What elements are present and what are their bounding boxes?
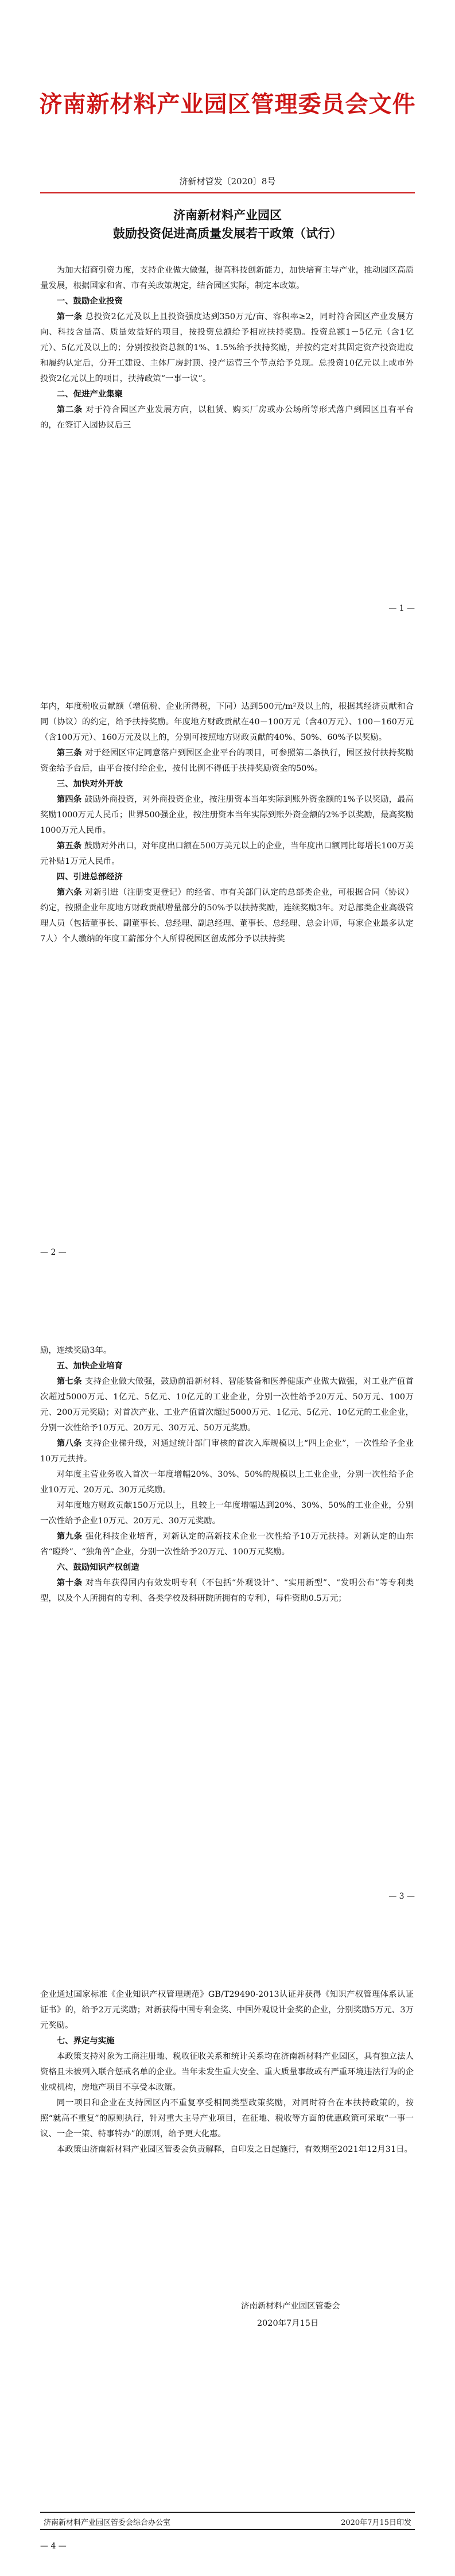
footer-rule-bottom xyxy=(40,2529,415,2530)
policy-title-line2: 鼓励投资促进高质量发展若干政策（试行） xyxy=(113,227,342,240)
page-number: — 2 — xyxy=(40,1248,67,1257)
article xyxy=(40,1436,414,1467)
document-number: 济新材管发〔2020〕8号 xyxy=(179,176,276,187)
article xyxy=(40,746,414,777)
page-3 xyxy=(0,1288,455,1932)
issuer-office: 济南新材料产业园区管委会综合办公室 xyxy=(44,2519,171,2527)
article xyxy=(40,1576,414,1607)
article-paragraph: 对年度主营业务收入首次一年度增幅20%、30%、50%的规模以上工业企业，分别一次性给予企业10万元、20万元、30万元奖励。 xyxy=(40,1470,414,1495)
article-text: 鼓励外商投资，对外商投资企业，按注册资本当年实际到账外资金额的1%予以奖励，最高奖励1000万元人民币；世界500强企业，按注册资本当年实际到账外资金额的2%予以奖励，最高奖励1000万元人民币。 xyxy=(40,795,414,835)
article-text: 支持企业做大做强，鼓励前沿新材料、智能装备和医养健康产业做大做强，对工业产值首次超过5000万元、1亿元、5亿元、10亿元的工业企业，分别一次性给予20万元、50万元、100万元、200万元奖励；对首次产业、工业产值首次超过5000万元、1亿元、5亿元、10亿元的工业企业，分别一次性给予10万元、20万元、30万元、50万元奖励。 xyxy=(40,1377,414,1433)
article-text: 总投资2亿元及以上且投资强度达到350万元/亩、容积率≥2，同时符合园区产业发展方向、科技含量高、质量效益好的项目，按投资总额给予相应扶持奖励。投资总额1－5亿元（含1亿元）、5亿元及以上的；分别按投资总额的1%、1.5%给予扶持奖励，并按约定对其固定资产投资进度和履约认定后，分开工建设、主体厂房封顶、投产运营三个节点给予兑现。总投资10亿元以上或市外投资2亿元以上的项目，扶持政策“一事一议”。 xyxy=(40,312,414,383)
article-label: 第六条 xyxy=(56,888,82,897)
signature-org: 济南新材料产业园区管委会 xyxy=(241,2302,340,2311)
article-text: 对于经园区审定同意落户到园区企业平台的项目，可参照第二条执行，园区按付扶持奖励资金给予台后，由平台按付给企业，按付比例不得低于扶持奖励资金的50%。 xyxy=(40,748,414,773)
article xyxy=(40,309,414,387)
article-text: 支持企业梯升级，对通过统计部门审核的首次入库规模以上“四上企业”，一次性给予企业10万元扶持。 xyxy=(40,1439,414,1464)
article-paragraph: 对年度地方财政贡献150万元以上，且较上一年度增幅达到20%、30%、50%的工业企业，分别一次性给予企业10万元、20万元、30万元奖励。 xyxy=(40,1501,414,1526)
article xyxy=(40,885,414,947)
footer-rule-top xyxy=(40,2512,415,2513)
article-label: 第七条 xyxy=(56,1377,82,1386)
page1-body xyxy=(40,263,414,433)
article-continuation: 企业通过国家标准《企业知识产权管理规范》GB/T29490-2013认证并获得《知识产权管理体系认证证书》的，给予2万元奖励；对新获得中国专利金奖、中国外观设计金奖的企业，分别奖励5万元、3万元奖励。 xyxy=(40,1990,414,2030)
page-number: — 4 — xyxy=(40,2542,67,2551)
article-label: 第十条 xyxy=(56,1578,83,1588)
section-heading: 二、促进产业集聚 xyxy=(56,390,123,399)
article xyxy=(40,839,414,870)
policy-title-line1: 济南新材料产业园区 xyxy=(173,208,282,222)
page4-body xyxy=(40,1987,414,2158)
section-heading: 七、界定与实施 xyxy=(56,2036,115,2046)
article-label: 第八条 xyxy=(56,1439,82,1448)
intro-paragraph: 为加大招商引资力度，支持企业做大做强，提高科技创新能力，加快培育主导产业，推动园区高质量发展，根据国家和省、市有关政策规定，结合园区实际，制定本政策。 xyxy=(40,266,414,290)
article-label: 第二条 xyxy=(56,405,83,414)
page-2 xyxy=(0,644,455,1288)
article-continuation: 励，连续奖励3年。 xyxy=(40,1346,112,1355)
article-text: 鼓励对外出口，对年度出口额在500万美元以上的企业，当年度出口额同比每增长100万美元补贴1万元人民币。 xyxy=(40,841,414,866)
article-label: 第一条 xyxy=(56,312,83,321)
article-text: 对当年获得国内有效发明专利（不包括“外观设计”、“实用新型”、“发明公布”等专利类型，以及个人所拥有的专利、各类学校及科研院所拥有的专利），每件资助0.5万元； xyxy=(40,1578,414,1603)
article-text: 对新引进（注册变更登记）的经省、市有关部门认定的总部类企业，可根据合同（协议）约定，按照企业年度地方财政贡献增量部分的50%予以扶持奖励，连续奖励3年。对总部类企业高级管理人员（包括董事长、副董事长、总经理、副总经理、董事长、总经理、总会计师，每家企业最多认定7人）个人缴纳的年度工薪部分个人所得税园区留成部分予以扶持奖 xyxy=(40,888,414,944)
article-text: 对于符合园区产业发展方向，以租赁、购买厂房或办公场所等形式落户到园区且有平台的，在签订入园协议后三 xyxy=(40,405,414,430)
page-number: — 3 — xyxy=(388,1892,415,1901)
body-paragraph: 本政策支持对象为工商注册地、税收征收关系和统计关系均在济南新材料产业园区，具有独立法人资格且未被列入联合惩戒名单的企业。当年未发生重大安全、重大质量事故或有严重环境违法行为的企业或机构，房地产项目不享受本政策。 xyxy=(40,2052,414,2092)
section-heading: 一、鼓励企业投资 xyxy=(56,297,123,306)
article xyxy=(40,1374,414,1436)
section-heading: 三、加快对外开放 xyxy=(56,779,123,789)
issue-date: 2020年7月15日印发 xyxy=(341,2519,411,2527)
section-heading: 四、引进总部经济 xyxy=(56,872,123,882)
article-label: 第五条 xyxy=(56,841,82,851)
org-title: 济南新材料产业园区管理委员会文件 xyxy=(39,91,416,118)
article xyxy=(40,402,414,433)
article-label: 第三条 xyxy=(56,748,82,758)
page3-body xyxy=(40,1343,414,1607)
page2-body xyxy=(40,699,414,947)
page-4 xyxy=(0,1932,455,2576)
red-divider xyxy=(40,192,415,193)
body-paragraph: 同一项目和企业在支持园区内不重复享受相同类型政策奖励，对同时符合在本扶持政策的，按照“就高不重复”的原则执行，针对重大主导产业项目，在征地、税收等方面的优惠政策可采取“一事一议、一企一策、特事特办”的原则，给予更大化惠。 xyxy=(40,2098,414,2139)
page-1 xyxy=(0,0,455,644)
article-label: 第四条 xyxy=(56,795,82,804)
section-heading: 六、鼓励知识产权创造 xyxy=(56,1563,139,1572)
article-text: 强化科技企业培育，对新认定的高新技术企业一次性给予10万元扶持。对新认定的山东省“瞪羚”、“独角兽”企业，分别一次性给予20万元、100万元奖励。 xyxy=(40,1532,414,1557)
section-heading: 五、加快企业培育 xyxy=(56,1361,123,1371)
article-label: 第九条 xyxy=(56,1532,83,1541)
article xyxy=(40,1529,414,1560)
signature-date: 2020年7月15日 xyxy=(257,2319,319,2328)
page-number: — 1 — xyxy=(388,604,415,613)
article-continuation: 年内，年度税收贡献额（增值税、企业所得税，下同）达到500元/m²及以上的，根据其经济贡献和合同（协议）的约定，给予扶持奖励。年度地方财政贡献在40－100万元（含40万元）、100－160万元（含100万元）、160万元及以上的，分别可按照地方财政贡献的40%、50%、60%予以奖励。 xyxy=(40,702,414,742)
article xyxy=(40,792,414,839)
body-paragraph: 本政策由济南新材料产业园区管委会负责解释，自印发之日起施行，有效期至2021年12月31日。 xyxy=(56,2145,413,2154)
